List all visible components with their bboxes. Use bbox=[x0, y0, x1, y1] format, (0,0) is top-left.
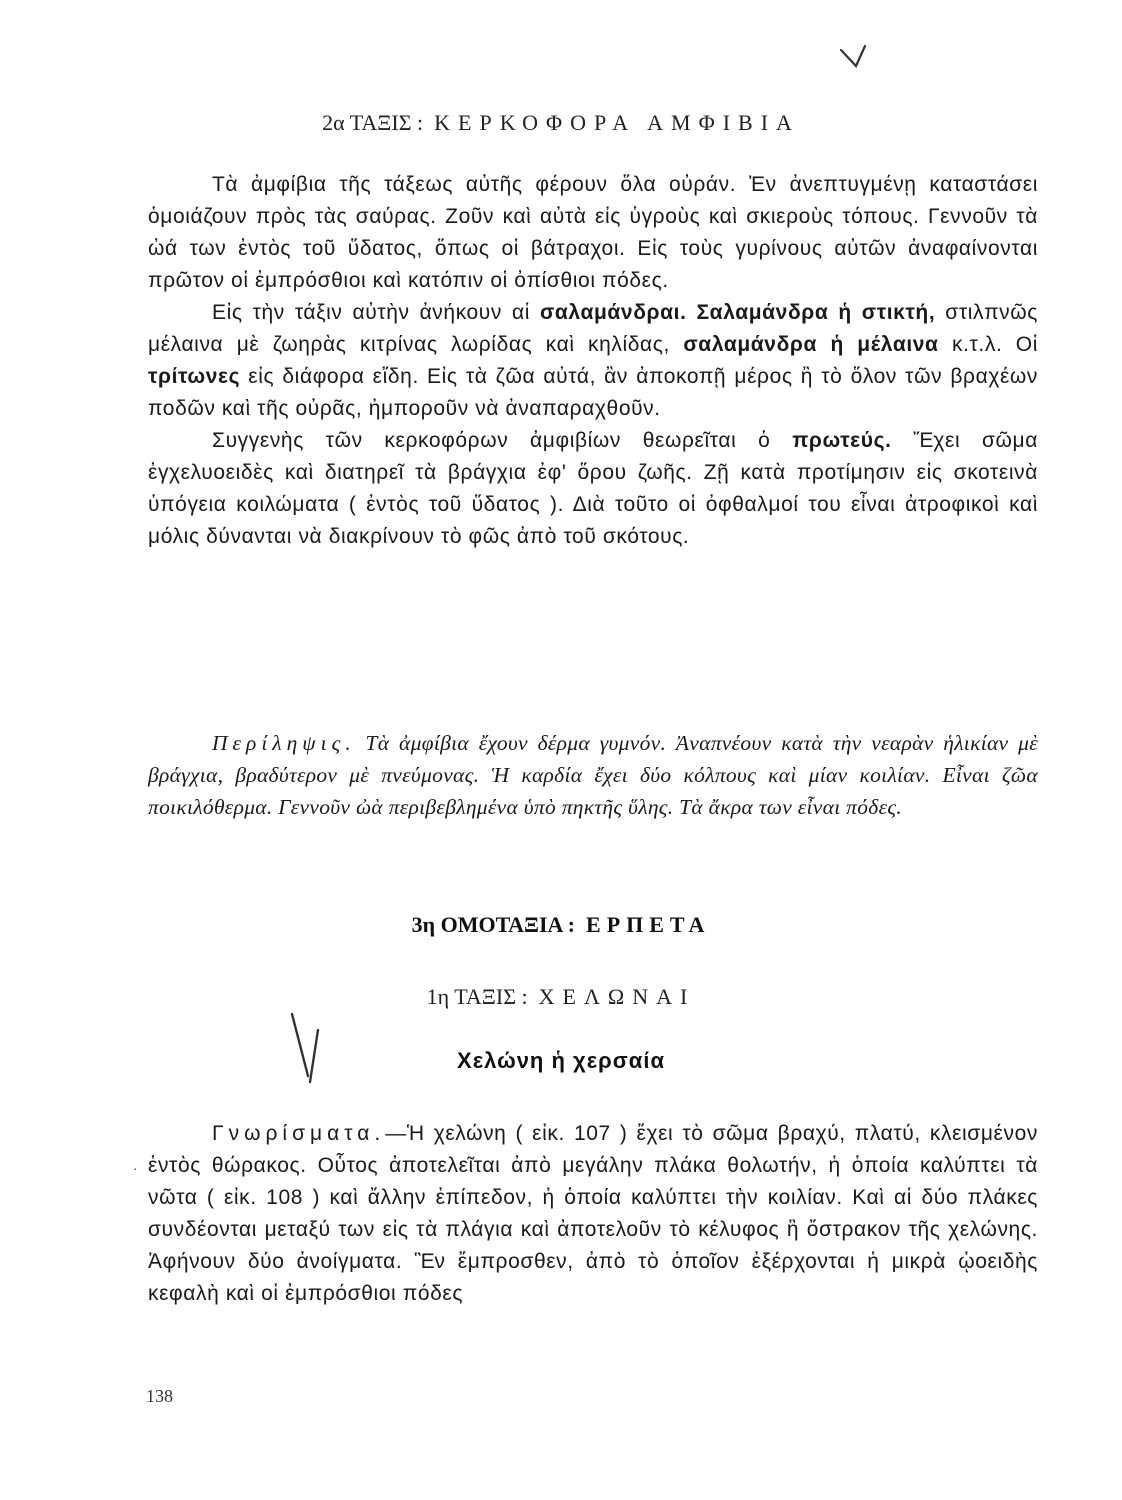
page-number: 138 bbox=[146, 1386, 173, 1406]
class2-heading-prefix: 1η ΤΑΞΙΣ : bbox=[426, 984, 528, 1009]
margin-mark-dot: · bbox=[133, 1160, 138, 1176]
summary-text: Τὰ ἀμφίβια ἔχουν δέρμα γυμνόν. Ἀναπνέουν κατὰ τὴν νεαρὰν ἡλικίαν μὲ βράγχια, βραδύτερον μὲ πνεύμονας. Ἡ καρδία ἔχει δύο κόλπους καὶ μίαν κοιλίαν. Εἶναι ζῶα ποικιλόθερμα. Γεννοῦν ὠὰ περιβεβλημένα ὑπὸ πηκτῆς ὕλης. Τὰ ἄκρα των εἶναι πόδες. bbox=[148, 731, 1038, 819]
text-block-amphibians bbox=[148, 169, 1038, 553]
class2-heading bbox=[0, 984, 1122, 1010]
paragraph-proteus: Συγγενὴς τῶν κερκοφόρων ἀμφιβίων θεωρεῖται ὁ πρωτεύς. Ἔχει σῶμα ἐγχελυοειδὲς καὶ διατηρεῖ τὰ βράγχια ἐφ' ὅρου ζωῆς. Ζῇ κατὰ προτίμησιν εἰς σκοτεινὰ ὑπόγεια κοιλώματα ( ἐντὸς τοῦ ὕδατος ). Διὰ τοῦτο οἱ ὀφθαλμοί του εἶναι ἀτροφικοὶ καὶ μόλις δύνανται νὰ διακρίνουν τὸ φῶς ἀπὸ τοῦ σκότους. bbox=[148, 429, 1038, 548]
summary-paragraph bbox=[148, 727, 1038, 823]
features-label: Γνωρίσματα. bbox=[212, 1122, 386, 1145]
term-salamanders: σαλαμάνδραι. Σαλαμάνδρα ἡ στικτή, bbox=[539, 301, 936, 324]
order-heading-prefix: 3η ΟΜΟΤΑΞΙΑ : bbox=[411, 912, 576, 937]
text-block-turtle bbox=[148, 1118, 1038, 1310]
order-heading bbox=[0, 912, 1122, 938]
handwritten-check-mark bbox=[838, 42, 872, 72]
order-heading-name: ΕΡΠΕΤΑ bbox=[586, 912, 711, 937]
paragraph-tailed-amphibians: Τὰ ἀμφίβια τῆς τάξεως αὐτῆς φέρουν ὅλα οὐράν. Ἐν ἀνεπτυγμένῃ καταστάσει ὁμοιάζουν πρὸς τὰς σαύρας. Ζοῦν καὶ αὐτὰ εἰς ὑγροὺς καὶ σκιεροὺς τόπους. Γεννοῦν τὰ ὠά των ἐντὸς τοῦ ὕδατος, ὅπως οἱ βάτραχοι. Εἰς τοὺς γυρίνους αὐτῶν ἀναφαίνονται πρῶτον οἱ ἐμπρόσθιοι καὶ κατόπιν οἱ ὀπίσθιοι πόδες. bbox=[148, 173, 1038, 292]
summary-label: Περίληψις. bbox=[212, 731, 356, 755]
features-text: —Ἡ χελώνη ( εἰκ. 107 ) ἔχει τὸ σῶμα βραχύ, πλατύ, κλεισμένον ἐντὸς θώρακος. Οὗτος ἀποτελεῖται ἀπὸ μεγάλην πλάκα θολωτήν, ἡ ὁποία καλύπτει τὰ νῶτα ( εἰκ. 108 ) καὶ ἄλλην ἐπίπεδον, ἡ ὁποία καλύπτει τὴν κοιλίαν. Καὶ αἱ δύο πλάκες συνδέονται μεταξύ των εἰς τὰ πλάγια καὶ ἀποτελοῦν τὸ κέλυφος ἢ ὄστρακον τῆς χελώνης. Ἀφήνουν δύο ἀνοίγματα. Ἓν ἔμπροσθεν, ἀπὸ τὸ ὁποῖον ἐξέρχονται ἡ μικρὰ ᾠοειδὴς κεφαλὴ καὶ οἱ ἐμπρόσθιοι πόδες bbox=[148, 1122, 1038, 1305]
class-heading bbox=[0, 110, 1122, 136]
summary-block bbox=[148, 727, 1038, 823]
paragraph-salamanders: Εἰς τὴν τάξιν αὐτὴν ἀνήκουν αἱ σαλαμάνδραι. Σαλαμάνδρα ἡ στικτή, στιλπνῶς μέλαινα μὲ ζωηρὰς κιτρίνας λωρίδας καὶ κηλίδας, σαλαμάνδρα ἡ μέλαινα κ.τ.λ. Οἱ τρίτωνες εἰς διάφορα εἴδη. Εἰς τὰ ζῶα αὐτά, ἂν ἀποκοπῇ μέρος ἢ τὸ ὅλον τῶν βραχέων ποδῶν καὶ τῆς οὐρᾶς, ἠμποροῦν νὰ ἀναπαραχθοῦν. bbox=[148, 301, 1038, 420]
class-heading-name: ΚΕΡΚΟΦΟΡΑ ΑΜΦΙΒΙΑ bbox=[434, 110, 800, 135]
species-title: Χελώνη ἡ χερσαία bbox=[457, 1048, 665, 1073]
class2-heading-name: ΧΕΛΩΝΑΙ bbox=[538, 984, 696, 1009]
paragraph-turtle-features bbox=[148, 1118, 1038, 1310]
class-heading-prefix: 2α ΤΑΞΙΣ : bbox=[322, 110, 424, 135]
term-proteus: πρωτεύς. bbox=[792, 429, 892, 452]
term-black-salamander: σαλαμάνδρα ἡ μέλαινα bbox=[683, 333, 939, 356]
term-tritons: τρίτωνες bbox=[148, 365, 241, 388]
